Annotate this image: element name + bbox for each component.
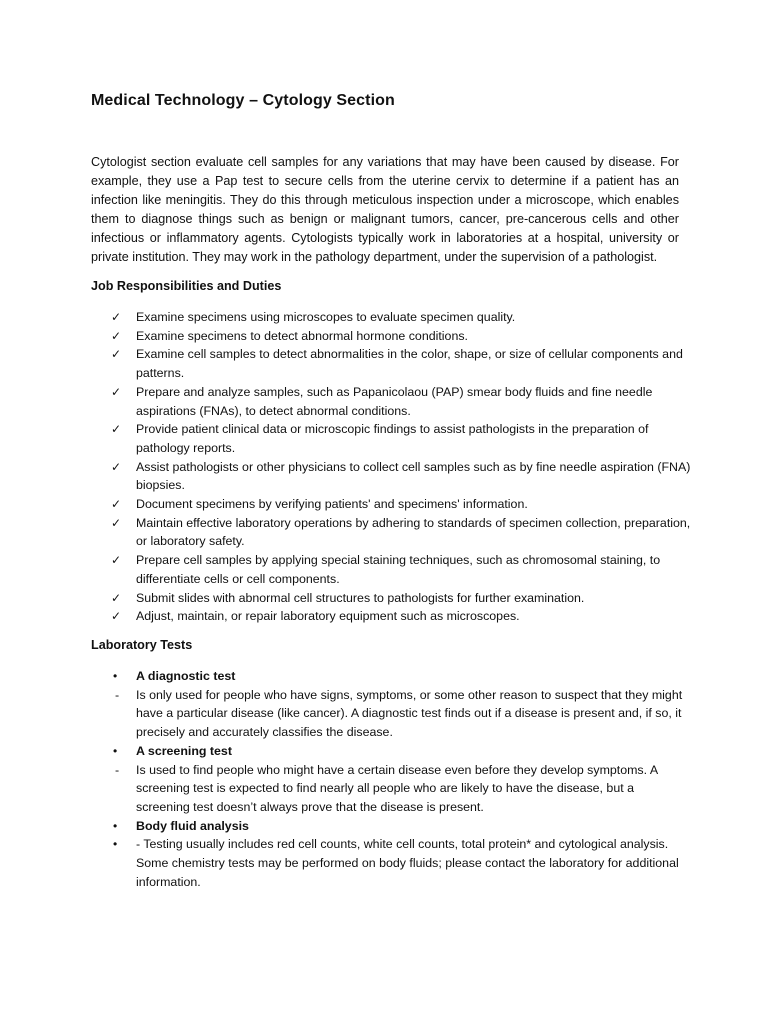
list-item-text: Assist pathologists or other physicians to collect cell samples such as by fine needle aspiration (FNA) biopsies. <box>136 459 691 493</box>
dash-icon: - <box>115 687 120 702</box>
checkmark-icon: ✓ <box>111 553 122 568</box>
checkmark-icon: ✓ <box>111 310 122 324</box>
list-item-text: Provide patient clinical data or microscopic findings to assist pathologists in the preparation of pathology reports. <box>136 422 649 455</box>
list-item <box>91 589 691 608</box>
list-item <box>91 458 691 495</box>
list-item <box>91 308 691 327</box>
responsibilities-heading: Job Responsibilities and Duties <box>91 279 282 293</box>
list-item-text: Prepare and analyze samples, such as Papanicolaou (PAP) smear body fluids and fine needle aspirations (FNAs), to detect abnormal conditions. <box>136 384 653 418</box>
checkmark-icon: ✓ <box>111 384 122 399</box>
checkmark-icon: ✓ <box>111 590 122 605</box>
checkmark-icon: ✓ <box>111 497 122 512</box>
laboratory-tests-list <box>91 667 691 891</box>
list-item-text: Prepare cell samples by applying special staining techniques, such as chromosomal staining, to differentiate cells or cell components. <box>136 553 661 586</box>
list-item-text: Examine cell samples to detect abnormalities in the color, shape, or size of cellular components and patterns. <box>136 347 683 381</box>
diagnostic-test-label: A diagnostic test <box>136 669 236 683</box>
list-item <box>91 383 691 420</box>
body-fluid-analysis-item <box>91 817 691 836</box>
body-fluid-analysis-label: Body fluid analysis <box>136 818 249 833</box>
list-item <box>91 551 691 588</box>
page-title: Medical Technology – Cytology Section <box>91 92 395 109</box>
diagnostic-test-item <box>91 667 691 686</box>
list-item-text: Maintain effective laboratory operations by adhering to standards of specimen collection, preparation, or laboratory safety. <box>136 515 691 549</box>
list-item-text: Examine specimens to detect abnormal hormone conditions. <box>136 328 468 343</box>
screening-test-description <box>91 761 691 817</box>
list-item-text: Document specimens by verifying patients' and specimens' information. <box>136 497 528 512</box>
list-item <box>91 345 691 382</box>
screening-test-text: Is used to find people who might have a certain disease even before they develop symptoms. A screening test is expected to find nearly all people who are likely to have the disease, but a screening test doesn’t always prove that the disease is present. <box>136 762 658 814</box>
list-item <box>91 420 691 457</box>
bullet-icon: • <box>113 837 118 852</box>
bullet-icon: • <box>113 743 118 758</box>
checkmark-icon: ✓ <box>111 515 122 530</box>
checkmark-icon: ✓ <box>111 459 122 474</box>
intro-paragraph: Cytologist section evaluate cell samples for any variations that may have been caused by disease. For example, they use a Pap test to secure cells from the uterine cervix to determine if a patient has an infection like meningitis. They do this through meticulous inspection under a microscope, which enables them to diagnose things such as benign or malignant tumors, cancer, pre-cancerous cells and other infectious or inflammatory agents. Cytologists typically work in laboratories at a hospital, university or private institution. They may work in the pathology department, under the supervision of a pathologist. <box>91 155 679 264</box>
diagnostic-test-description <box>91 686 691 742</box>
list-item-text: Examine specimens using microscopes to evaluate specimen quality. <box>136 310 516 324</box>
list-item <box>91 607 691 626</box>
list-item-text: Submit slides with abnormal cell structures to pathologists for further examination. <box>136 590 585 605</box>
diagnostic-test-text: Is only used for people who have signs, symptoms, or some other reason to suspect that they might have a particular disease (like cancer). A diagnostic test finds out if a disease is present and, if so, it precisely and accurately classifies the disease. <box>136 687 683 740</box>
list-item <box>91 327 691 346</box>
dash-icon: - <box>115 762 120 777</box>
checkmark-icon: ✓ <box>111 609 122 624</box>
list-item-text: Adjust, maintain, or repair laboratory equipment such as microscopes. <box>136 609 520 624</box>
bullet-icon: • <box>113 669 118 683</box>
bullet-icon: • <box>113 818 118 833</box>
responsibilities-list <box>91 308 691 626</box>
list-item <box>91 495 691 514</box>
screening-test-label: A screening test <box>136 743 232 758</box>
laboratory-tests-heading: Laboratory Tests <box>91 638 193 652</box>
checkmark-icon: ✓ <box>111 347 122 362</box>
body-fluid-analysis-description <box>91 835 691 891</box>
body-fluid-analysis-text: - Testing usually includes red cell counts, white cell counts, total protein* and cytological analysis. Some chemistry tests may be performed on body fluids; please contact the laboratory for additional information. <box>136 837 679 889</box>
screening-test-item <box>91 742 691 761</box>
list-item <box>91 514 691 551</box>
checkmark-icon: ✓ <box>111 422 122 437</box>
checkmark-icon: ✓ <box>111 328 122 343</box>
